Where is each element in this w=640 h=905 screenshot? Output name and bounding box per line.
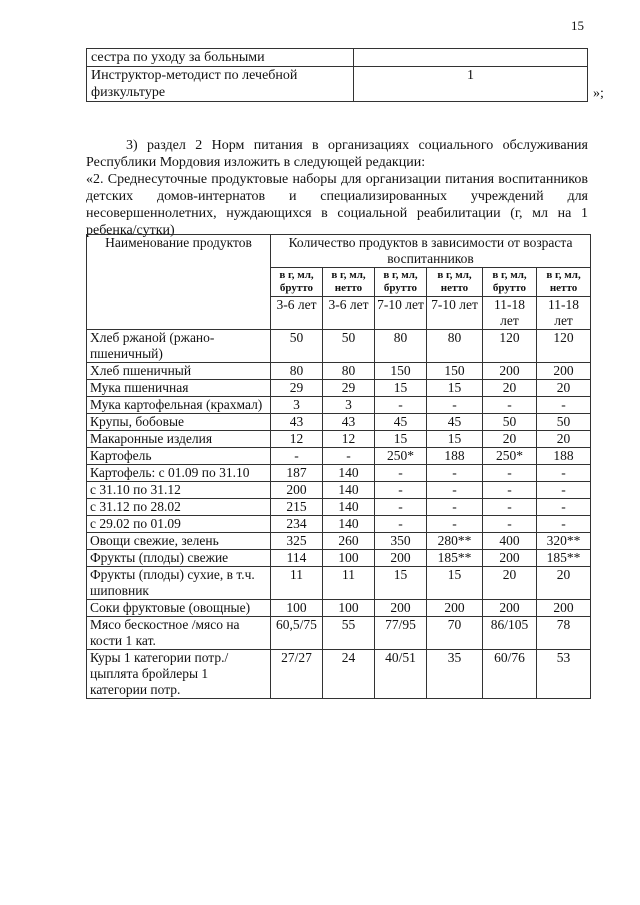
quantity-cell: 200 [375, 600, 427, 617]
quantity-cell: 140 [323, 499, 375, 516]
table-row [87, 482, 591, 499]
quantity-cell: 50 [323, 330, 375, 363]
unit-header: в г, мл, брутто [271, 268, 323, 297]
table-row [87, 380, 591, 397]
quantity-cell: - [537, 516, 591, 533]
quantity-cell: - [537, 482, 591, 499]
product-name-cell: Хлеб ржаной (ржано-пшеничный) [87, 330, 271, 363]
quantity-cell: 250* [375, 448, 427, 465]
quantity-cell: 35 [427, 650, 483, 699]
quantity-cell: 150 [427, 363, 483, 380]
count-cell: 1 [354, 67, 588, 102]
intro-paragraph: 3) раздел 2 Норм питания в организациях социального обслуживания Республики Мордовия изложить в следующей редакции: [86, 138, 588, 170]
quantity-cell: 11 [323, 567, 375, 600]
product-name-cell: Мясо бескостное /мясо на кости 1 кат. [87, 617, 271, 650]
quantity-cell: - [375, 516, 427, 533]
quantity-header: Количество продуктов в зависимости от возраста воспитанников [271, 235, 591, 268]
quantity-cell: - [427, 516, 483, 533]
quantity-cell: 20 [483, 431, 537, 448]
quantity-cell: - [537, 499, 591, 516]
unit-header: в г, мл, брутто [483, 268, 537, 297]
quantity-cell: 200 [427, 600, 483, 617]
quantity-cell: 80 [323, 363, 375, 380]
quantity-cell: 20 [483, 567, 537, 600]
quantity-cell: 188 [427, 448, 483, 465]
quantity-cell: 24 [323, 650, 375, 699]
table-row [87, 516, 591, 533]
product-name-cell: с 31.12 по 28.02 [87, 499, 271, 516]
staff-table-fragment [86, 48, 588, 102]
quantity-cell: 15 [375, 380, 427, 397]
product-name-cell: Мука картофельная (крахмал) [87, 397, 271, 414]
quantity-cell: 43 [271, 414, 323, 431]
quantity-cell: 12 [323, 431, 375, 448]
quantity-cell: 3 [323, 397, 375, 414]
product-name-cell: Куры 1 категории потр./цыплята бройлеры 1 категории потр. [87, 650, 271, 699]
header-row [87, 235, 591, 268]
unit-header: в г, мл, нетто [427, 268, 483, 297]
quantity-cell: 43 [323, 414, 375, 431]
quantity-cell: 60,5/75 [271, 617, 323, 650]
quantity-cell: 15 [375, 431, 427, 448]
product-name-cell: с 29.02 по 01.09 [87, 516, 271, 533]
quantity-cell: 40/51 [375, 650, 427, 699]
quantity-cell: 80 [427, 330, 483, 363]
quantity-cell: 250* [483, 448, 537, 465]
quantity-cell: 15 [427, 380, 483, 397]
quantity-cell: 20 [537, 567, 591, 600]
age-header: 7-10 лет [427, 297, 483, 330]
table-row [87, 499, 591, 516]
product-name-cell: с 31.10 по 31.12 [87, 482, 271, 499]
product-name-cell: Овощи свежие, зелень [87, 533, 271, 550]
food-norms-table [86, 234, 591, 699]
quantity-cell: 53 [537, 650, 591, 699]
quantity-cell: 150 [375, 363, 427, 380]
quantity-cell: 78 [537, 617, 591, 650]
table-row [87, 330, 591, 363]
quantity-cell: 120 [537, 330, 591, 363]
quantity-cell: 27/27 [271, 650, 323, 699]
product-name-cell: Мука пшеничная [87, 380, 271, 397]
table-row [87, 397, 591, 414]
quantity-cell: 400 [483, 533, 537, 550]
unit-header: в г, мл, нетто [537, 268, 591, 297]
quantity-cell: 350 [375, 533, 427, 550]
quantity-cell: 20 [537, 380, 591, 397]
age-header: 3-6 лет [323, 297, 375, 330]
quantity-cell: - [375, 499, 427, 516]
quantity-cell: 20 [483, 380, 537, 397]
quantity-cell: 55 [323, 617, 375, 650]
page-number: 15 [571, 18, 584, 33]
quantity-cell: - [271, 448, 323, 465]
quantity-cell: - [427, 397, 483, 414]
quantity-cell: 77/95 [375, 617, 427, 650]
quantity-cell: - [323, 448, 375, 465]
quantity-cell: - [375, 465, 427, 482]
product-name-cell: Фрукты (плоды) сухие, в т.ч. шиповник [87, 567, 271, 600]
product-name-cell: Крупы, бобовые [87, 414, 271, 431]
table-row [87, 67, 588, 102]
unit-header: в г, мл, нетто [323, 268, 375, 297]
quantity-cell: 280** [427, 533, 483, 550]
unit-header: в г, мл, брутто [375, 268, 427, 297]
quantity-cell: 100 [271, 600, 323, 617]
quantity-cell: 114 [271, 550, 323, 567]
closing-quote-mark: »; [593, 86, 604, 101]
quantity-cell: 29 [271, 380, 323, 397]
table-row [87, 650, 591, 699]
quantity-cell: 188 [537, 448, 591, 465]
quantity-cell: - [427, 499, 483, 516]
table-row [87, 600, 591, 617]
quantity-cell: 140 [323, 482, 375, 499]
quantity-cell: 187 [271, 465, 323, 482]
count-cell [354, 49, 588, 67]
quantity-cell: 45 [427, 414, 483, 431]
age-header: 11-18 лет [483, 297, 537, 330]
quantity-cell: 140 [323, 465, 375, 482]
position-cell: Инструктор-методист по лечебной физкультуре [87, 67, 354, 102]
quantity-cell: 3 [271, 397, 323, 414]
table-row [87, 363, 591, 380]
quantity-cell: 15 [427, 431, 483, 448]
section-heading-paragraph: «2. Среднесуточные продуктовые наборы для организации питания воспитанников детских домов-интернатов и специализированных учреждений для несовершеннолетних, нуждающихся в социальной реабилитации (г, мл на 1 ребенка/сутки) [86, 172, 588, 238]
table-row [87, 49, 588, 67]
product-name-cell: Макаронные изделия [87, 431, 271, 448]
quantity-cell: 200 [483, 363, 537, 380]
quantity-cell: - [483, 516, 537, 533]
table-row [87, 414, 591, 431]
quantity-cell: 325 [271, 533, 323, 550]
quantity-cell: - [483, 499, 537, 516]
quantity-cell: - [537, 397, 591, 414]
quantity-cell: 12 [271, 431, 323, 448]
table-row [87, 617, 591, 650]
product-name-cell: Фрукты (плоды) свежие [87, 550, 271, 567]
quantity-cell: - [375, 397, 427, 414]
quantity-cell: 200 [537, 363, 591, 380]
age-header: 7-10 лет [375, 297, 427, 330]
table-row [87, 448, 591, 465]
quantity-cell: 200 [271, 482, 323, 499]
quantity-cell: 50 [537, 414, 591, 431]
quantity-cell: 100 [323, 550, 375, 567]
quantity-cell: - [537, 465, 591, 482]
quantity-cell: 140 [323, 516, 375, 533]
product-name-cell: Хлеб пшеничный [87, 363, 271, 380]
quantity-cell: 15 [427, 567, 483, 600]
quantity-cell: 50 [483, 414, 537, 431]
table-row [87, 431, 591, 448]
quantity-cell: - [483, 465, 537, 482]
quantity-cell: 260 [323, 533, 375, 550]
quantity-cell: 20 [537, 431, 591, 448]
quantity-cell: 120 [483, 330, 537, 363]
age-header: 11-18 лет [537, 297, 591, 330]
quantity-cell: 215 [271, 499, 323, 516]
quantity-cell: 320** [537, 533, 591, 550]
quantity-cell: 86/105 [483, 617, 537, 650]
product-name-header: Наименование продуктов [87, 235, 271, 330]
quantity-cell: - [427, 482, 483, 499]
quantity-cell: 200 [375, 550, 427, 567]
quantity-cell: 45 [375, 414, 427, 431]
table-row [87, 550, 591, 567]
quantity-cell: 80 [375, 330, 427, 363]
table-row [87, 533, 591, 550]
product-name-cell: Соки фруктовые (овощные) [87, 600, 271, 617]
product-name-cell: Картофель: с 01.09 по 31.10 [87, 465, 271, 482]
quantity-cell: 200 [537, 600, 591, 617]
table-row [87, 567, 591, 600]
quantity-cell: 70 [427, 617, 483, 650]
age-header: 3-6 лет [271, 297, 323, 330]
quantity-cell: 185** [427, 550, 483, 567]
quantity-cell: 15 [375, 567, 427, 600]
quantity-cell: 200 [483, 550, 537, 567]
quantity-cell: 60/76 [483, 650, 537, 699]
quantity-cell: 200 [483, 600, 537, 617]
quantity-cell: 29 [323, 380, 375, 397]
quantity-cell: 185** [537, 550, 591, 567]
quantity-cell: - [483, 397, 537, 414]
quantity-cell: 80 [271, 363, 323, 380]
quantity-cell: - [427, 465, 483, 482]
quantity-cell: 50 [271, 330, 323, 363]
quantity-cell: 100 [323, 600, 375, 617]
position-cell: сестра по уходу за больными [87, 49, 354, 67]
table-row [87, 465, 591, 482]
quantity-cell: 11 [271, 567, 323, 600]
quantity-cell: - [375, 482, 427, 499]
quantity-cell: - [483, 482, 537, 499]
product-name-cell: Картофель [87, 448, 271, 465]
quantity-cell: 234 [271, 516, 323, 533]
